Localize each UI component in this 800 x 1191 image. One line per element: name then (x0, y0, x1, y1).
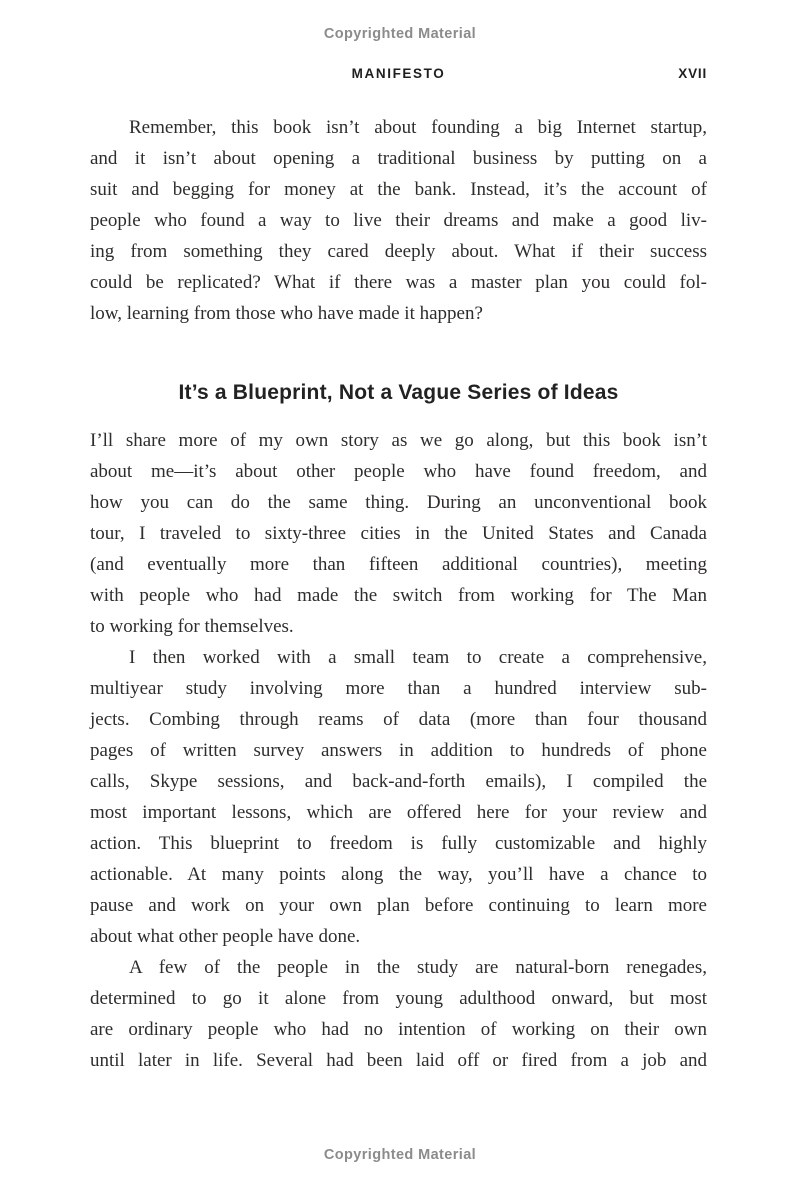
text-line: pause and work on your own plan before continuing to learn more (90, 895, 707, 916)
text-line: actionable. At many points along the way, you’ll have a chance to (90, 864, 707, 885)
text-line: people who found a way to live their dreams and make a good liv- (90, 210, 707, 231)
text-line: A few of the people in the study are natural-born renegades, (129, 957, 707, 978)
body-text (90, 112, 707, 1076)
text-line: to working for themselves. (90, 616, 294, 637)
text-line: tour, I traveled to sixty-three cities in the United States and Canada (90, 523, 707, 544)
text-line: Remember, this book isn’t about founding a big Internet startup, (129, 117, 707, 138)
text-line: I then worked with a small team to create a comprehensive, (129, 647, 707, 668)
text-line: suit and begging for money at the bank. Instead, it’s the account of (90, 179, 707, 200)
text-line: action. This blueprint to freedom is fully customizable and highly (90, 833, 707, 854)
copyright-notice-top: Copyrighted Material (323, 26, 477, 42)
text-line: multiyear study involving more than a hundred interview sub- (90, 678, 707, 699)
text-line: I’ll share more of my own story as we go along, but this book isn’t (90, 430, 707, 451)
text-line: jects. Combing through reams of data (more than four thousand (90, 709, 707, 730)
copyright-notice-bottom: Copyrighted Material (323, 1147, 477, 1163)
text-line: are ordinary people who had no intention of working on their own (90, 1019, 707, 1040)
text-line: could be replicated? What if there was a master plan you could fol- (90, 272, 707, 293)
text-line: most important lessons, which are offered here for your review and (90, 802, 707, 823)
text-line: and it isn’t about opening a traditional business by putting on a (90, 148, 707, 169)
text-line: how you can do the same thing. During an unconventional book (90, 492, 707, 513)
text-line: about me—it’s about other people who have found freedom, and (90, 461, 707, 482)
text-line: low, learning from those who have made it happen? (90, 303, 483, 324)
text-line: with people who had made the switch from working for The Man (90, 585, 707, 606)
page-number: XVII (678, 66, 707, 81)
text-line: (and eventually more than fifteen additional countries), meeting (90, 554, 707, 575)
text-line: ing from something they cared deeply about. What if their success (90, 241, 707, 262)
section-heading: It’s a Blueprint, Not a Vague Series of Ideas (178, 381, 619, 404)
text-line: pages of written survey answers in addition to hundreds of phone (90, 740, 707, 761)
text-line: determined to go it alone from young adulthood onward, but most (90, 988, 707, 1009)
text-line: about what other people have done. (90, 926, 361, 947)
running-header (90, 66, 707, 86)
chapter-title: MANIFESTO (351, 66, 446, 81)
text-line: until later in life. Several had been laid off or fired from a job and (90, 1050, 707, 1071)
text-line: calls, Skype sessions, and back-and-forth emails), I compiled the (90, 771, 707, 792)
